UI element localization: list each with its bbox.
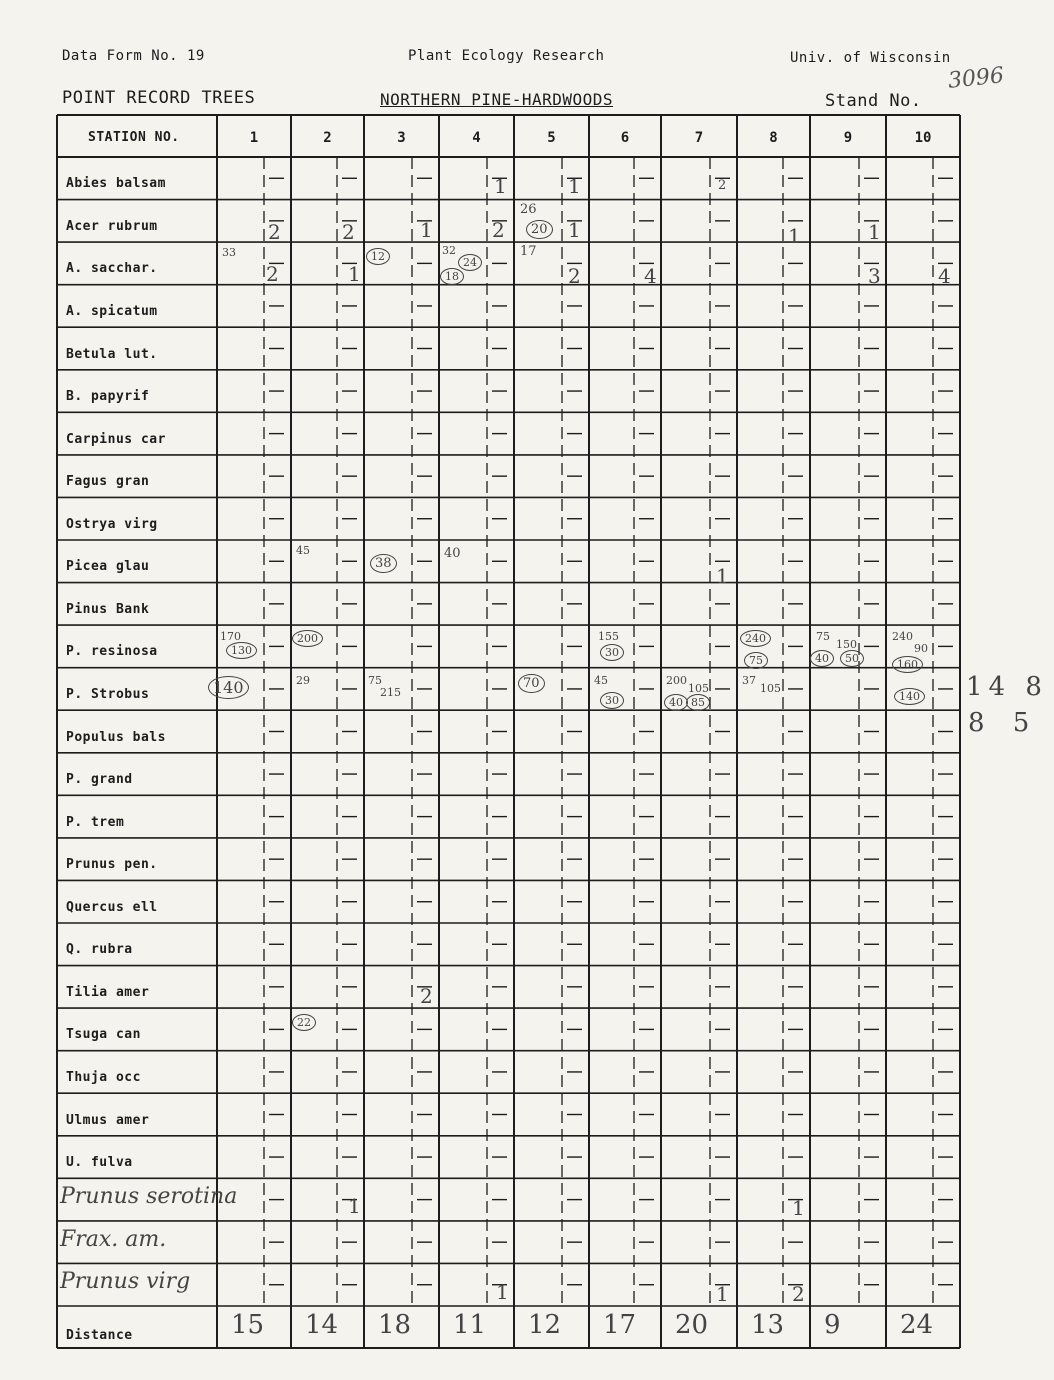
note: 30	[600, 644, 624, 661]
note: 1	[716, 564, 729, 588]
note: 130	[226, 642, 257, 659]
handwritten-species-label: Frax. am.	[60, 1226, 167, 1252]
note: 40	[444, 546, 461, 561]
form-title: POINT RECORD TREES	[62, 88, 256, 108]
note: 90	[914, 642, 928, 655]
distance-label: Distance	[66, 1328, 133, 1343]
species-label: Picea glau	[66, 559, 150, 575]
note: 3	[868, 264, 881, 288]
note: 2	[268, 220, 281, 244]
station-header: 10	[914, 130, 932, 146]
note: 4	[644, 264, 657, 288]
note: 40	[664, 694, 688, 711]
note: 40	[810, 650, 834, 667]
station-header: 5	[547, 130, 556, 146]
note: 155	[598, 630, 619, 643]
species-label: P. trem	[66, 814, 125, 830]
species-label: Carpinus car	[66, 431, 166, 447]
note: 17	[520, 244, 537, 259]
station-header: 7	[694, 130, 704, 146]
note: 240	[892, 630, 913, 643]
distance-value: 15	[231, 1310, 265, 1340]
note: 2	[718, 178, 727, 193]
species-label: Tsuga can	[66, 1027, 141, 1043]
species-label: B. papyrif	[66, 389, 150, 405]
distance-value: 13	[751, 1310, 785, 1340]
note: 1	[568, 174, 581, 198]
species-label: Ulmus amer	[66, 1112, 150, 1128]
note: 1	[420, 218, 433, 242]
note: 1	[568, 218, 581, 242]
species-label: Betula lut.	[66, 346, 158, 362]
note: 4	[938, 264, 951, 288]
research-title: Plant Ecology Research	[408, 48, 605, 64]
species-label: Ostrya virg	[66, 516, 158, 532]
note: 1	[348, 1194, 361, 1218]
university: Univ. of Wisconsin	[790, 50, 951, 66]
species-label: Fagus gran	[66, 474, 150, 490]
note: 2	[420, 984, 433, 1008]
note: 2	[342, 220, 355, 244]
distance-value: 9	[824, 1310, 841, 1340]
note: 26	[520, 202, 537, 217]
species-label: Q. rubra	[66, 942, 133, 958]
margin-fraction-bottom: 8 5	[968, 708, 1040, 738]
station-header: 3	[397, 130, 406, 146]
note: 1	[496, 1280, 509, 1304]
note: 45	[296, 544, 310, 557]
note: 50	[840, 650, 864, 667]
species-label: Thuja occ	[66, 1069, 141, 1085]
note: 160	[892, 656, 923, 673]
note: 2	[492, 218, 505, 242]
species-label: Tilia amer	[66, 984, 150, 1000]
species-label: A. spicatum	[66, 303, 158, 319]
note: 1	[868, 220, 881, 244]
form-number: Data Form No. 19	[62, 48, 205, 64]
note: 105	[688, 682, 709, 695]
note: 33	[222, 246, 236, 259]
note: 70	[518, 674, 545, 693]
species-label: U. fulva	[66, 1155, 133, 1171]
note: 2	[792, 1282, 805, 1306]
note: 24	[458, 254, 482, 271]
note: 200	[292, 630, 323, 647]
note: 1	[348, 262, 361, 286]
station-header: 8	[769, 130, 778, 146]
station-label: STATION NO.	[88, 130, 180, 145]
station-header: 9	[843, 130, 853, 146]
note: 37	[742, 674, 756, 687]
note: 30	[600, 692, 624, 709]
distance-value: 12	[528, 1310, 562, 1340]
species-label: Prunus pen.	[66, 857, 158, 873]
species-label: Acer rubrum	[66, 218, 158, 234]
note: 170	[220, 630, 241, 643]
note: 85	[686, 694, 710, 711]
species-label: P. resinosa	[66, 644, 158, 660]
handwritten-species-label: Prunus virg	[60, 1269, 191, 1295]
distance-value: 20	[675, 1310, 709, 1340]
note: 105	[760, 682, 781, 695]
species-label: P. grand	[66, 772, 133, 788]
note: 1	[792, 1196, 805, 1220]
note: 75	[368, 674, 382, 687]
margin-fraction-top: 14 8	[966, 672, 1048, 702]
station-header: 2	[323, 130, 332, 146]
species-label: Quercus ell	[66, 899, 158, 915]
note: 12	[366, 248, 390, 265]
species-label: A. sacchar.	[66, 261, 158, 277]
note: 200	[666, 674, 687, 687]
species-label: Abies balsam	[66, 176, 166, 192]
handwritten-species-label: Prunus serotina	[60, 1184, 238, 1210]
note: 150	[836, 638, 857, 651]
note: 1	[788, 224, 801, 248]
note: 45	[594, 674, 608, 687]
note: 75	[816, 630, 830, 643]
distance-value: 18	[378, 1310, 412, 1340]
species-label: P. Strobus	[66, 686, 150, 702]
note: 240	[740, 630, 771, 647]
distance-value: 17	[603, 1310, 637, 1340]
note: 1	[494, 174, 507, 198]
note: 215	[380, 686, 401, 699]
stand-number: 3096	[946, 63, 1006, 94]
distance-value: 24	[900, 1310, 934, 1340]
note: 22	[292, 1014, 316, 1031]
station-header: 1	[249, 130, 259, 146]
note: 29	[296, 674, 310, 687]
forest-type: NORTHERN PINE-HARDWOODS	[380, 90, 614, 109]
note: 1	[716, 1282, 729, 1306]
species-label: Pinus Bank	[66, 601, 150, 617]
note: 32	[442, 244, 456, 257]
note: 75	[744, 652, 768, 669]
note: 20	[526, 220, 553, 239]
note: 18	[440, 268, 464, 285]
stand-label: Stand No.	[825, 91, 922, 111]
note: 38	[370, 554, 397, 573]
species-label: Populus bals	[66, 729, 166, 745]
note: 140	[894, 688, 925, 705]
station-header: 4	[472, 130, 481, 146]
distance-value: 14	[305, 1310, 339, 1340]
station-header: 6	[620, 130, 630, 146]
note: 2	[266, 262, 279, 286]
note: 140	[208, 676, 249, 699]
note: 2	[568, 264, 581, 288]
distance-value: 11	[453, 1310, 487, 1340]
